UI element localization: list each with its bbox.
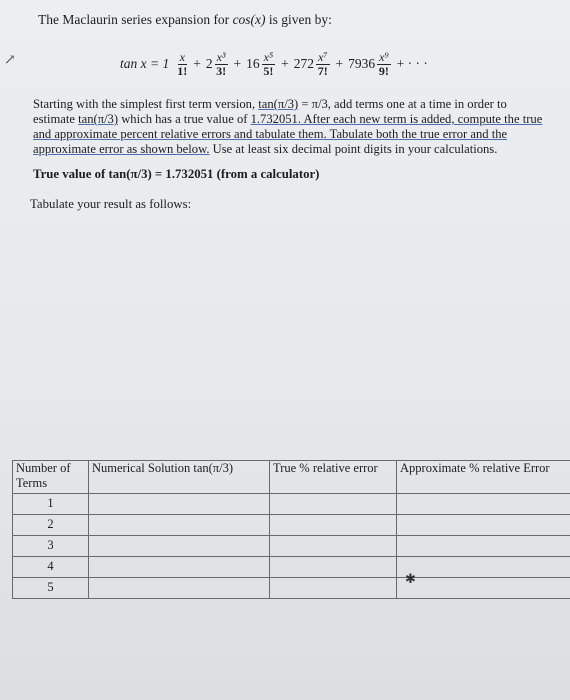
approx-error-cell[interactable]: [397, 515, 570, 536]
formula-term-3: $\frac{\text{x⁵}}{5!}$: [263, 49, 274, 78]
tabulate-instruction: Tabulate your result as follows:: [30, 197, 192, 211]
results-table: [12, 460, 570, 599]
header-numerical-solution: Numerical Solution tan(π/3): [89, 461, 270, 494]
table-row: [13, 515, 570, 536]
true-value-line: True value of tan(π/3) = 1.732051 (from a calculator): [33, 167, 320, 181]
table-row: [13, 557, 570, 578]
instructions-paragraph: Starting with the simplest first term version, tan(π/3) = π/3, add terms one at a time in order to estimate tan(π/3) which has a true value of 1.732051. After each new term is added, compute the true and approximate percent relative errors and tabulate them. Tabulate both the true error and the approximate error as shown below. Use at least six decimal point digits in your calculations.: [33, 97, 543, 156]
formula-coef-3: 16: [246, 56, 260, 71]
table-header-row: [13, 461, 570, 494]
header-approx-error: Approximate % relative Error: [397, 461, 570, 494]
formula-tail: + · · ·: [396, 56, 428, 71]
formula-term-5: $\frac{\text{x⁹}}{9!}$: [378, 49, 389, 78]
numerical-solution-cell[interactable]: [89, 536, 270, 557]
true-value-underlined: 1.732051: [250, 112, 298, 126]
heading-suffix: is given by:: [265, 12, 332, 27]
formula-term-4: $\frac{\text{x⁷}}{7!}$: [317, 49, 328, 78]
approx-error-cell[interactable]: [397, 536, 570, 557]
tan-expression-2: tan(π/3): [78, 112, 119, 126]
heading-function: cos(x): [232, 12, 266, 27]
star-mark-icon: ✱: [405, 571, 416, 586]
numerical-solution-cell[interactable]: [89, 578, 270, 599]
numerical-solution-cell[interactable]: [89, 515, 270, 536]
header-number-of-terms: Number of Terms: [13, 461, 89, 494]
true-error-cell[interactable]: [270, 536, 397, 557]
true-error-cell[interactable]: [270, 557, 397, 578]
heading-prefix: The Maclaurin series expansion for: [38, 12, 233, 27]
term-count-cell: 1: [13, 494, 89, 515]
formula-coef-2: 2: [205, 56, 213, 71]
header-true-error: True % relative error: [270, 461, 397, 494]
formula-term-1: $\frac{x}{1!}$: [177, 49, 188, 78]
formula-lhs: tan x = 1: [120, 56, 170, 71]
approx-error-cell[interactable]: [397, 557, 570, 578]
true-error-cell[interactable]: [270, 515, 397, 536]
formula-coef-5: 7936: [348, 56, 376, 71]
table-row: [13, 494, 570, 515]
true-error-cell[interactable]: [270, 494, 397, 515]
table-row: [13, 536, 570, 557]
term-count-cell: 3: [13, 536, 89, 557]
margin-arrow-mark: ↗: [4, 53, 16, 68]
approx-error-cell[interactable]: [397, 578, 570, 599]
term-count-cell: 2: [13, 515, 89, 536]
term-count-cell: 5: [13, 578, 89, 599]
term-count-cell: 4: [13, 557, 89, 578]
tan-expression: tan(π/3): [258, 97, 299, 111]
formula-term-2: $\frac{\text{x³}}{3!}$: [216, 49, 227, 78]
approx-error-cell[interactable]: [397, 494, 570, 515]
numerical-solution-cell[interactable]: [89, 494, 270, 515]
numerical-solution-cell[interactable]: [89, 557, 270, 578]
true-error-cell[interactable]: [270, 578, 397, 599]
question-heading: [38, 12, 332, 28]
formula-coef-4: 272: [293, 56, 315, 71]
table-row: [13, 578, 570, 599]
maclaurin-formula: tan x = 1 $\frac{x}{1!}$ + 2 $\frac{\text{x³}}{3!}$ + 16 $\frac{\text{x⁵}}{5!}$ + 272 $\frac{\text{x⁷}}{7!}$ + 7936 $\frac{\text{x⁹}}{9!}$ + · · ·: [120, 49, 428, 78]
